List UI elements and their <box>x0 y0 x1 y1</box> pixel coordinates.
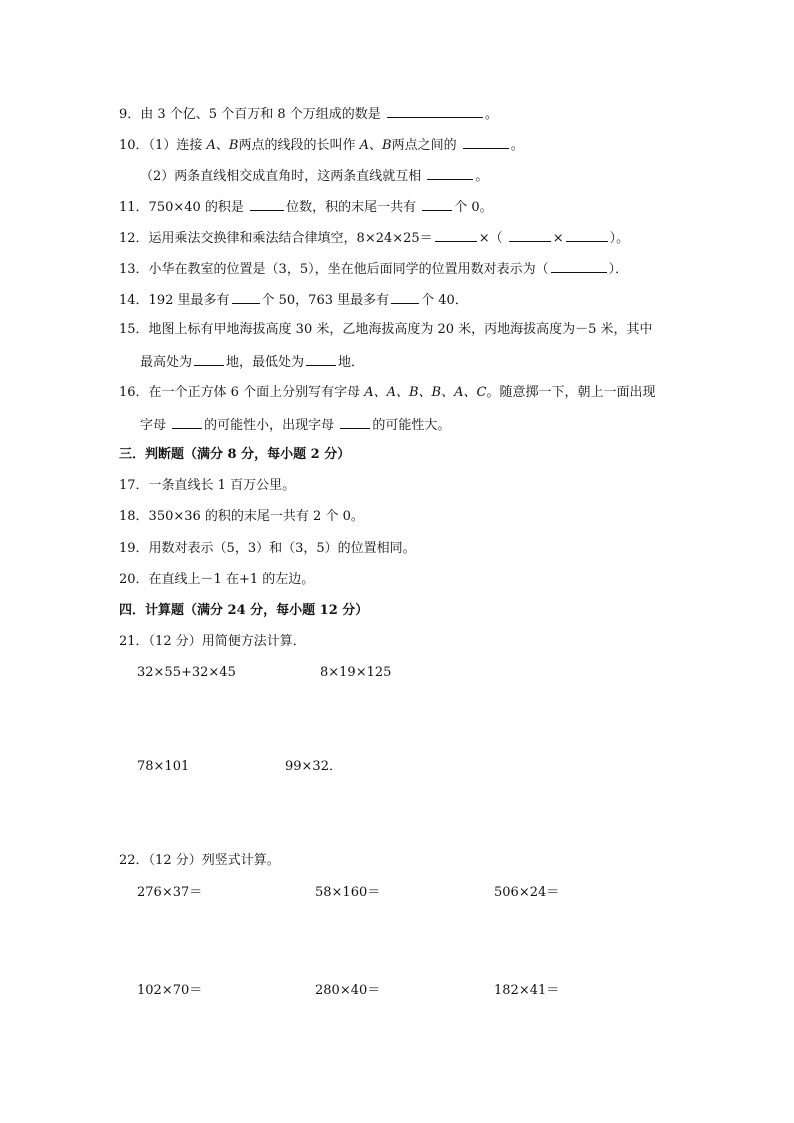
q10-blank[interactable] <box>463 135 509 149</box>
q10-text-2: 两点的线段的长叫作 <box>238 138 356 153</box>
question-21-title: 21．（12 分）用简便方法计算． <box>119 634 306 649</box>
q10-text-1: 10．（1）连接 <box>119 138 203 153</box>
q12-blank-3[interactable] <box>566 228 608 242</box>
q15-text-2: 最高处为 <box>140 355 193 370</box>
question-11 <box>119 197 493 217</box>
q12-text-4: ）。 <box>609 231 630 246</box>
section-3-heading: 三．判断题（满分 8 分，每小题 2 分） <box>119 447 351 462</box>
q11-blank-2[interactable] <box>422 197 452 211</box>
q11-text-3: 个 0。 <box>454 200 493 215</box>
q21-expression-1: 32×55+32×45 <box>137 665 236 680</box>
q16-text-4: 的可能性小，出现字母 <box>204 418 335 433</box>
q10-letter-a: A <box>206 138 216 153</box>
q10b-blank[interactable] <box>427 166 473 180</box>
q16-letters: A、A、B、B、A、C <box>364 385 487 400</box>
q14-blank-1[interactable] <box>232 290 260 304</box>
q16-blank-1[interactable] <box>172 415 202 429</box>
question-14 <box>119 290 468 310</box>
question-12 <box>119 228 629 248</box>
section-4-heading: 四．计算题（满分 24 分，每小题 12 分） <box>119 603 369 618</box>
question-18: 18．350×36 的积的末尾一共有 2 个 0。 <box>119 509 364 524</box>
q21-expression-3: 78×101 <box>137 759 190 774</box>
q16-text-1: 16．在一个正方体 6 个面上分别写有字母 <box>119 385 361 400</box>
question-15-line-2 <box>140 352 364 372</box>
question-17: 17．一条直线长 1 百万公里。 <box>119 478 296 493</box>
q15-text-3: 地，最低处为 <box>226 355 305 370</box>
question-15-line-1 <box>119 321 653 339</box>
q14-text-2: 个 50，763 里最多有 <box>261 293 390 308</box>
question-16-line-2 <box>140 415 450 435</box>
q21-expression-2: 8×19×125 <box>320 665 392 680</box>
q13-text-2: ）． <box>608 262 629 277</box>
q12-text-1: 12．运用乘法交换律和乘法结合律填空，8×24×25＝ <box>119 231 433 246</box>
q12-text-2: ×（ <box>478 231 503 246</box>
q16-text-2: 。随意掷一下，朝上一面出现 <box>486 385 656 400</box>
question-10-part-2 <box>140 166 488 186</box>
question-13 <box>119 259 628 279</box>
q13-text-1: 13．小华在教室的位置是（3，5），坐在他后面同学的位置用数对表示为（ <box>119 262 549 277</box>
q12-text-3: × <box>552 231 564 246</box>
q22-expression-6: 182×41＝ <box>494 983 560 998</box>
q21-expression-4: 99×32． <box>285 759 342 774</box>
q16-blank-2[interactable] <box>340 415 370 429</box>
q9-end: 。 <box>484 107 498 122</box>
q14-blank-2[interactable] <box>391 290 419 304</box>
q14-text-1: 14．192 里最多有 <box>119 293 230 308</box>
q10b-end: 。 <box>475 169 489 184</box>
question-20: 20．在直线上－1 在+1 的左边。 <box>119 572 315 587</box>
question-22-title: 22．（12 分）列竖式计算。 <box>119 853 280 868</box>
q11-text-2: 位数，积的末尾一共有 <box>286 200 417 215</box>
question-16-line-1 <box>119 384 655 402</box>
q15-blank-2[interactable] <box>306 352 336 366</box>
q9-text: 9．由 3 个亿、5 个百万和 8 个万组成的数是 <box>119 107 381 122</box>
q16-text-5: 的可能性大。 <box>372 418 451 433</box>
question-19: 19．用数对表示（5，3）和（3，5）的位置相同。 <box>119 541 416 556</box>
q10b-text: （2）两条直线相交成直角时，这两条直线就互相 <box>140 169 422 184</box>
q10-letter-b2: B <box>382 138 392 153</box>
q9-blank[interactable] <box>387 104 483 118</box>
q22-expression-2: 58×160＝ <box>315 885 381 900</box>
q11-text-1: 11．750×40 的积是 <box>119 200 244 215</box>
q14-text-3: 个 40． <box>421 293 468 308</box>
q16-text-3: 字母 <box>140 418 167 433</box>
q10-text-3: 两点之间的 <box>391 138 457 153</box>
q22-expression-4: 102×70＝ <box>137 983 203 998</box>
q10-sep2: 、 <box>368 138 382 153</box>
q15-text-1: 15．地图上标有甲地海拔高度 30 米，乙地海拔高度为 20 米，丙地海拔高度为－5 米，其中 <box>119 322 653 337</box>
q22-expression-1: 276×37＝ <box>137 885 203 900</box>
q10-letter-a2: A <box>359 138 369 153</box>
q10-end: 。 <box>510 138 524 153</box>
q13-blank[interactable] <box>551 259 607 273</box>
q12-blank-2[interactable] <box>509 228 551 242</box>
question-9 <box>119 104 498 124</box>
question-10-part-1 <box>119 135 524 155</box>
q22-expression-5: 280×40＝ <box>315 983 381 998</box>
q15-text-4: 地． <box>338 355 365 370</box>
q10-sep: 、 <box>215 138 229 153</box>
q15-blank-1[interactable] <box>194 352 224 366</box>
q12-blank-1[interactable] <box>435 228 477 242</box>
q10-letter-b: B <box>228 138 239 153</box>
q22-expression-3: 506×24＝ <box>494 885 560 900</box>
q11-blank-1[interactable] <box>250 197 284 211</box>
